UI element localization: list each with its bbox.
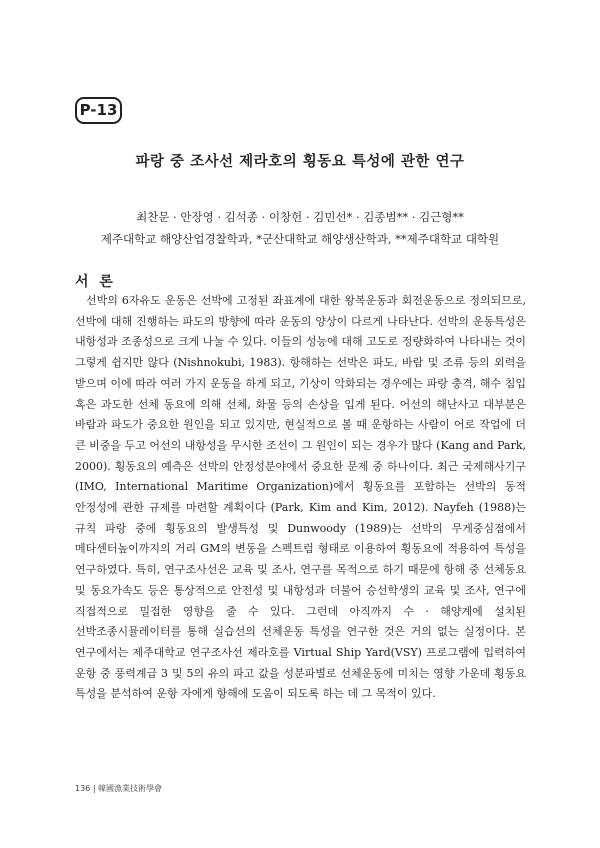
paper-title: 파랑 중 조사선 제라호의 횡동요 특성에 관한 연구	[135, 153, 465, 170]
author-affiliations: 제주대학교 해양산업경찰학과, *군산대학교 해양생산학과, **제주대학교 대학원	[100, 232, 500, 246]
author-list: 최찬문 · 안장영 · 김석종 · 이창헌 · 김민선* · 김종범** · 김근형**	[136, 210, 464, 224]
page-footer: 136 | 韓國漁業技術學會	[75, 784, 163, 793]
section-heading-introduction: 서 론	[75, 274, 116, 290]
author-block	[0, 206, 600, 250]
introduction-paragraph: 선박의 6자유도 운동은 선박에 고정된 좌표계에 대한 왕복운동과 회전운동으로 정의되므로, 선박에 대해 진행하는 파도의 방향에 따라 운동의 양상이 다르게 나타난다. 선박의 운동특성은 내항성과 조종성으로 크게 나눌 수 있다. 이들의 성능에 대해 고도로 정량화하여 나타내는 것이 그렇게 쉽지만 않다 (Nishnokubi, 1983). 항해하는 선박은 파도, 바람 및 조류 등의 외력을 받으며 이에 따라 여러 가지 운동을 하게 되고, 기상이 악화되는 경우에는 파랑 충격, 해수 침입 혹은 과도한 선체 동요에 의해 선체, 화물 등의 손상을 입게 된다. 어선의 해난사고 대부분은 바람과 파도가 중요한 원인을 되고 있지만, 현실적으로 볼 때 운항하는 사람이 어로 작업에 더 큰 비중을 두고 어선의 내항성을 무시한 조선이 그 원인이 되는 경우가 많다 (Kang and Park, 2000). 횡동요의 예측은 선박의 안정성분야에서 중요한 문제 중 하나이다. 최근 국제해사기구(IMO, International Maritime Organization)에서 횡동요를 포함하는 선박의 동적 안정성에 관한 규제를 마련할 계획이다 (Park, Kim and Kim, 2012). Nayfeh (1988)는 규칙 파랑 중에 횡동요의 발생특성 및 Dunwoody (1989)는 선박의 무게중심점에서 메타센터높이까지의 거리 GM의 변동을 스펙트럼 형태로 이용하여 횡동요에 적용하여 특성을 연구하였다. 특히, 연구조사선은 교육 및 조사, 연구를 목적으로 하기 때문에 항해 중 선체동요 및 동요가속도 등은 통상적으로 안전성 및 내항성과 더불어 승선학생의 교육 및 조사, 연구에 직접적으로 밀접한 영향을 줄 수 있다. 그런데 아직까지 수 · 해양계에 설치된 선박조종시뮬레이터를 통해 실습선의 선체운동 특성을 연구한 것은 거의 없는 실정이다. 본 연구에서는 제주대학교 연구조사선 제라호를 Virtual Ship Yard(VSY) 프로그램에 입력하여 운항 중 풍력계급 3 및 5의 유의 파고 값을 성분파별로 선체운동에 미치는 영향 가운데 횡동요 특성을 분석하여 운항 자에게 항해에 도움이 되도록 하는 데 그 목적이 있다.	[75, 294, 526, 701]
paper-id-badge: P-13	[75, 97, 122, 124]
